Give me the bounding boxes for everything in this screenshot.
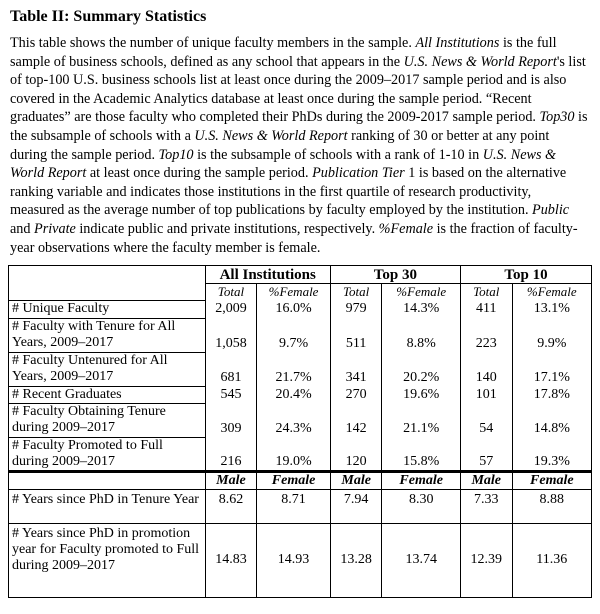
value-cell: 8.62 [205,489,257,523]
male-female-header-row [9,471,592,489]
value-cell: 21.1% [382,403,460,437]
row-label: # Years since PhD in promotion year for Faculty promoted to Full during 2009–2017 [9,523,206,597]
value-cell: 12.39 [460,523,512,597]
subheader-total: Total [460,284,512,301]
male-header: Male [205,471,257,489]
subheader-row [9,284,592,301]
table-row [9,318,592,352]
value-cell: 19.3% [512,437,591,471]
subheader-female: %Female [512,284,591,301]
table-title: Table II: Summary Statistics [10,8,207,25]
female-header: Female [382,471,460,489]
value-cell: 411 [460,300,512,318]
table-row [9,300,592,318]
table-row [9,523,592,597]
value-cell: 979 [330,300,382,318]
subheader-total: Total [330,284,382,301]
value-cell: 24.3% [257,403,331,437]
value-cell: 216 [205,437,257,471]
value-cell: 14.93 [257,523,331,597]
value-cell: 1,058 [205,318,257,352]
value-cell: 545 [205,386,257,403]
table-caption: This table shows the number of unique faculty members in the sample. All Institutions is the full sample of business schools, defined as any school that appears in the U.S. News & World Report's list of top-100 U.S. business schools list at least once during the 2009–2017 sample period and is also covered in the Academic Analytics database at least once during the sample period. “Recent graduates” are those faculty who completed their PhDs during the 2009-2017 sample period. Top30 is the subsample of schools with a U.S. News & World Report ranking of 30 or better at any point during the sample period. Top10 is the subsample of schools with a rank of 1-10 in U.S. News & World Report at least once during the sample period. Publication Tier 1 is based on the alternative ranking variable and indicates those institutions in the first quartile of research productivity, measured as the average number of top publications by faculty employed by the institution. Public and Private indicate public and private institutions, respectively. %Female is the fraction of faculty-year observations where the faculty member is female. [10,35,588,256]
table-row [9,403,592,437]
row-label: # Unique Faculty [9,300,206,318]
value-cell: 16.0% [257,300,331,318]
subheader-female: %Female [382,284,460,301]
value-cell: 17.8% [512,386,591,403]
value-cell: 13.28 [330,523,382,597]
corner-cell [9,266,206,284]
value-cell: 15.8% [382,437,460,471]
table-row [9,352,592,386]
value-cell: 14.3% [382,300,460,318]
table-row [9,489,592,523]
mf-corner [9,471,206,489]
value-cell: 8.8% [382,318,460,352]
value-cell: 19.6% [382,386,460,403]
female-header: Female [257,471,331,489]
value-cell: 142 [330,403,382,437]
value-cell: 8.88 [512,489,591,523]
male-header: Male [330,471,382,489]
value-cell: 101 [460,386,512,403]
subheader-total: Total [205,284,257,301]
value-cell: 14.83 [205,523,257,597]
value-cell: 11.36 [512,523,591,597]
row-label: # Years since PhD in Tenure Year [9,489,206,523]
value-cell: 8.30 [382,489,460,523]
value-cell: 2,009 [205,300,257,318]
value-cell: 120 [330,437,382,471]
value-cell: 309 [205,403,257,437]
value-cell: 9.9% [512,318,591,352]
value-cell: 140 [460,352,512,386]
value-cell: 20.4% [257,386,331,403]
female-header: Female [512,471,591,489]
subheader-corner [9,284,206,301]
row-label: # Recent Graduates [9,386,206,403]
row-label: # Faculty Untenured for All Years, 2009–2017 [9,352,206,386]
row-label: # Faculty Obtaining Tenure during 2009–2017 [9,403,206,437]
value-cell: 13.74 [382,523,460,597]
value-cell: 20.2% [382,352,460,386]
group-header-top30: Top 30 [330,266,460,284]
value-cell: 14.8% [512,403,591,437]
subheader-female: %Female [257,284,331,301]
value-cell: 270 [330,386,382,403]
value-cell: 21.7% [257,352,331,386]
value-cell: 9.7% [257,318,331,352]
group-header-all-institutions: All Institutions [205,266,330,284]
value-cell: 7.33 [460,489,512,523]
row-label: # Faculty with Tenure for All Years, 2009–2017 [9,318,206,352]
row-label: # Faculty Promoted to Full during 2009–2017 [9,437,206,471]
value-cell: 54 [460,403,512,437]
value-cell: 341 [330,352,382,386]
value-cell: 19.0% [257,437,331,471]
value-cell: 511 [330,318,382,352]
summary-statistics-table [8,265,592,598]
value-cell: 17.1% [512,352,591,386]
value-cell: 681 [205,352,257,386]
group-header-top10: Top 10 [460,266,591,284]
value-cell: 7.94 [330,489,382,523]
value-cell: 8.71 [257,489,331,523]
value-cell: 13.1% [512,300,591,318]
male-header: Male [460,471,512,489]
group-header-row [9,266,592,284]
value-cell: 223 [460,318,512,352]
table-row [9,386,592,403]
value-cell: 57 [460,437,512,471]
table-row [9,437,592,471]
